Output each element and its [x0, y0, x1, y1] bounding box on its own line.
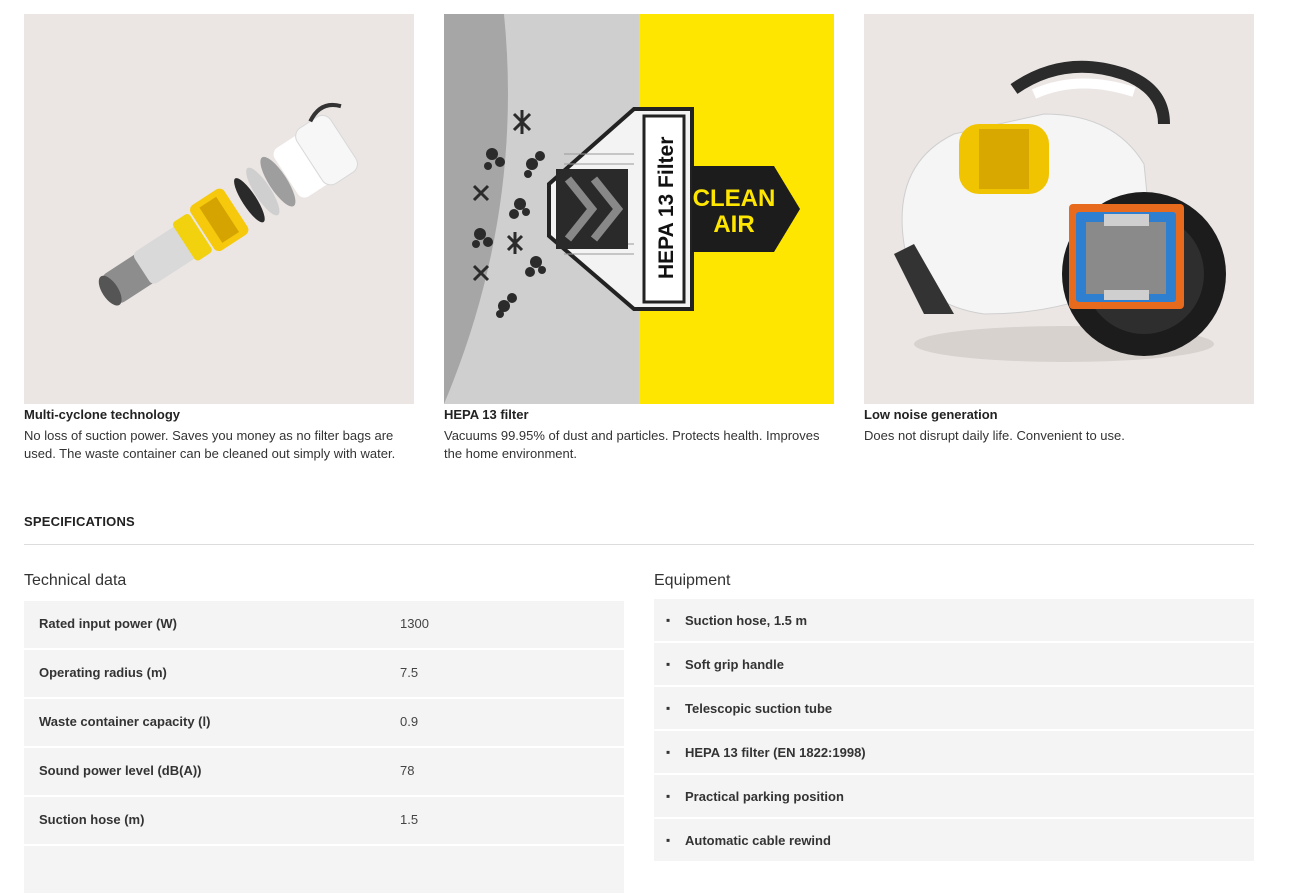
bullet-icon: ▪: [666, 701, 671, 715]
feature-card-multi-cyclone: [24, 14, 414, 463]
feature-description: Does not disrupt daily life. Convenient to use.: [864, 428, 1125, 443]
feature-card-low-noise: [864, 14, 1254, 445]
spec-value: 78: [400, 763, 415, 778]
technical-data-title: Technical data: [24, 572, 127, 589]
table-row: [24, 748, 624, 795]
hepa-filter-image: [444, 14, 834, 404]
specifications-heading: SPECIFICATIONS: [24, 514, 135, 529]
spec-value: 1.5: [400, 812, 419, 827]
list-item: [654, 819, 1254, 861]
table-row: [24, 601, 624, 648]
equipment-label: Practical parking position: [685, 789, 844, 804]
vacuum-cutaway-image: [864, 14, 1254, 404]
feature-title: Low noise generation: [864, 407, 998, 422]
multi-cyclone-image: [24, 14, 414, 404]
spec-value: 1300: [400, 616, 429, 631]
table-row: [24, 797, 624, 844]
feature-title: HEPA 13 filter: [444, 407, 529, 422]
list-item: [654, 687, 1254, 729]
table-row: [24, 650, 624, 697]
bullet-icon: ▪: [666, 789, 671, 803]
feature-card-hepa: [444, 14, 834, 463]
equipment-title: Equipment: [654, 572, 731, 589]
feature-description: Vacuums 99.95% of dust and particles. Protects health. Improves the home environment.: [444, 428, 820, 461]
list-item: [654, 731, 1254, 773]
table-row-partial: [24, 846, 624, 893]
spec-label: Suction hose (m): [39, 812, 145, 827]
equipment-label: Automatic cable rewind: [685, 833, 831, 848]
equipment-label: Telescopic suction tube: [685, 701, 833, 716]
list-item: [654, 775, 1254, 817]
bullet-icon: ▪: [666, 745, 671, 759]
equipment-label: Soft grip handle: [685, 657, 784, 672]
bullet-icon: ▪: [666, 833, 671, 847]
spec-label: Rated input power (W): [39, 616, 177, 631]
spec-label: Waste container capacity (l): [39, 714, 211, 729]
feature-description: No loss of suction power. Saves you money as no filter bags are used. The waste container can be cleaned out simply with water.: [24, 428, 396, 461]
hepa-filter-label: HEPA 13 Filter: [655, 136, 678, 279]
section-divider: [24, 544, 1254, 545]
equipment-label: HEPA 13 filter (EN 1822:1998): [685, 745, 866, 760]
clean-air-line2: AIR: [713, 211, 755, 238]
list-item: [654, 599, 1254, 641]
spec-label: Sound power level (dB(A)): [39, 763, 202, 778]
spec-value: 0.9: [400, 714, 419, 729]
technical-data-table: [24, 601, 624, 895]
spec-value: 7.5: [400, 665, 419, 680]
feature-title: Multi-cyclone technology: [24, 407, 181, 422]
bullet-icon: ▪: [666, 657, 671, 671]
table-row: [24, 699, 624, 746]
list-item: [654, 643, 1254, 685]
clean-air-line1: CLEAN: [692, 185, 776, 212]
equipment-label: Suction hose, 1.5 m: [685, 613, 808, 628]
spec-label: Operating radius (m): [39, 665, 167, 680]
equipment-list: [654, 599, 1254, 863]
bullet-icon: ▪: [666, 613, 671, 627]
